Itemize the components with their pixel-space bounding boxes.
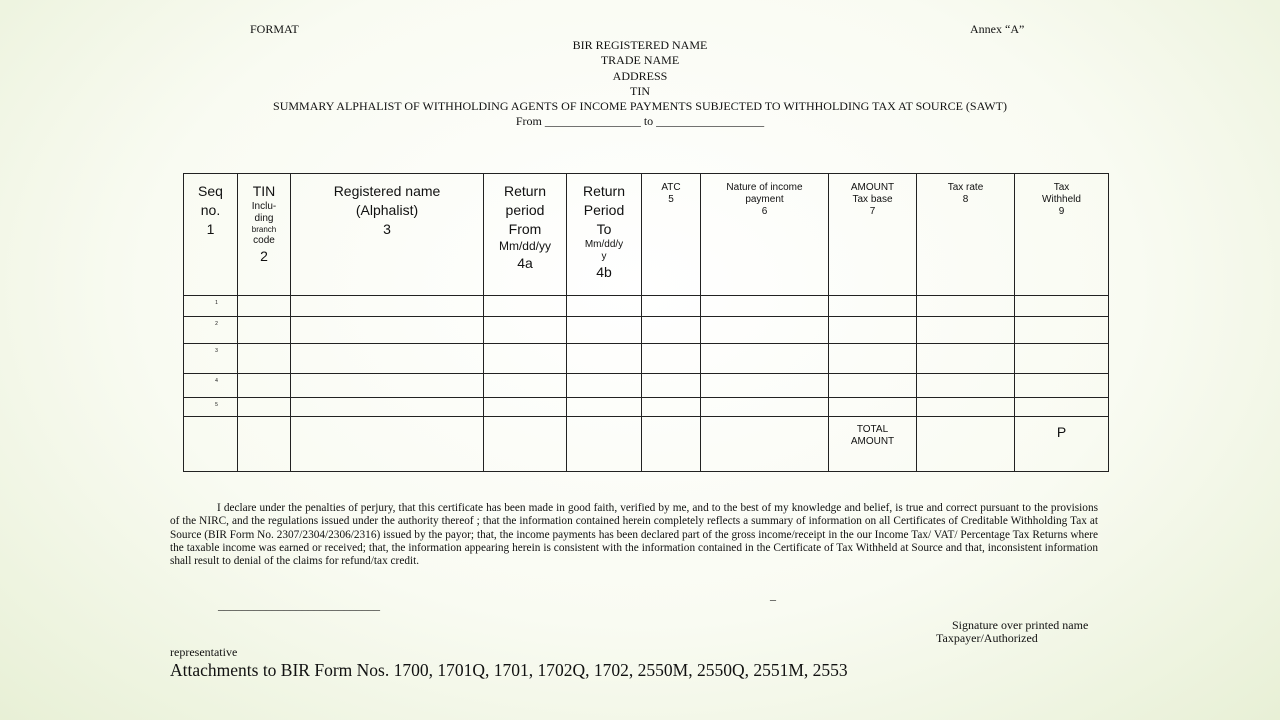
col-tax-rate: Tax rate 8 [917,174,1015,296]
trade-name: TRADE NAME [600,53,680,68]
col-nature-of-income: Nature of income payment 6 [701,174,829,296]
bir-registered-name: BIR REGISTERED NAME [572,38,708,52]
table-row: 4 [184,374,1109,398]
col-atc: ATC 5 [642,174,701,296]
col-amount-tax-base: AMOUNT Tax base 7 [829,174,917,296]
signature-label: Signature over printed name [952,618,1089,632]
attachments-note: Attachments to BIR Form Nos. 1700, 1701Q, 1701, 1702Q, 1702, 2550M, 2550Q, 2551M, 2553 [170,660,848,680]
total-row [184,417,1109,472]
form-header [0,38,1280,130]
declaration-paragraph [170,502,1098,568]
period-range: From ________________ to __________________ [515,114,765,129]
address: ADDRESS [612,68,668,83]
col-return-period-from: Return period From Mm/dd/yy 4a [484,174,567,296]
table-row: 3 [184,344,1109,374]
col-seq-no: Seq no. 1 [184,174,238,296]
table-header-row [184,174,1109,296]
col-tax-withheld: Tax Withheld 9 [1015,174,1109,296]
total-value: P [1015,417,1109,472]
representative-label: representative [170,645,238,659]
declaration-text: I declare under the penalties of perjury, that this certificate has been made in good faith, verified by me, and to the best of my knowledge and belief, is true and correct pursuant to the provisions of the NIRC, and the regulations issued under the authority thereof ; that the information contained herein completely reflects a summary of information on all Certificates of Creditable Withholding Tax at Source (BIR Form No. 2307/2304/2306/2316) issued by the payor; that, the income payments has been declared part of the gross income/receipt in the our Income Tax/ VAT/ Percentage Tax Returns where the taxable income was earned or received; that, the information appearing herein is consistent with the information contained in the Certificate of Tax Withheld at Source and that, inconsistent information shall result to denial of the claims for refund/tax credit. [170,502,1098,568]
signature-dash: _ [770,588,776,602]
tin: TIN [630,83,650,98]
col-registered-name: Registered name (Alphalist) 3 [291,174,484,296]
col-tin: TIN Inclu- ding branch code 2 [238,174,291,296]
format-label: FORMAT [250,22,299,36]
total-amount-label: TOTAL AMOUNT [829,417,917,472]
alphalist-table [183,173,1109,472]
col-return-period-to: Return Period To Mm/dd/y y 4b [567,174,642,296]
signature-line: ___________________________ [218,598,380,612]
table-row: 5 [184,398,1109,417]
annex-label: Annex “A” [970,22,1025,36]
taxpayer-label: Taxpayer/Authorized [936,631,1038,645]
form-title: SUMMARY ALPHALIST OF WITHHOLDING AGENTS OF INCOME PAYMENTS SUBJECTED TO WITHHOLDING TAX AT SOURCE (SAWT) [273,99,1007,114]
table-row: 1 [184,296,1109,317]
table-row: 2 [184,317,1109,344]
